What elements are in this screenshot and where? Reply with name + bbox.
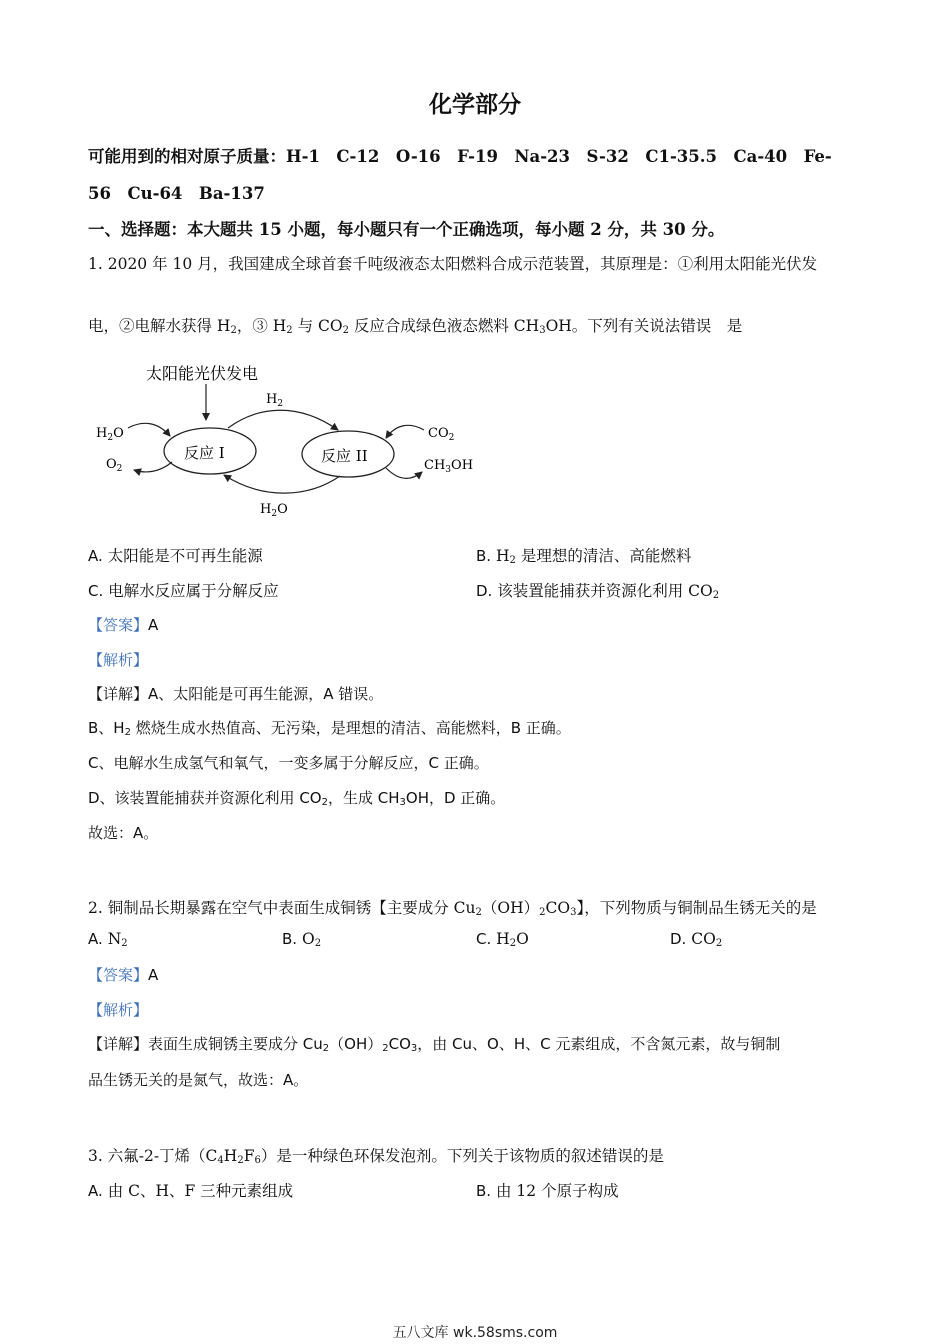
section-heading: 一、选择题：本大题共 15 小题，每小题只有一个正确选项，每小题 2 分，共 30 分。 — [88, 220, 725, 239]
q1-option-c[interactable]: C. 电解水反应属于分解反应 — [88, 582, 279, 600]
solar-fuel-diagram — [88, 358, 488, 526]
q1-analysis-tag: 【解析】 — [88, 651, 149, 669]
q3-option-a[interactable]: A. 由 C、H、F 三种元素组成 — [88, 1182, 294, 1200]
q1-option-b[interactable]: B. $H_2$ 是理想的清洁、高能燃料 — [476, 547, 692, 566]
q1-detail-c: C、电解水生成氢气和氧气，一变多属于分解反应，C 正确。 — [88, 754, 489, 772]
q2-detail-line1: 【详解】表面生成铜锈主要成分 $Cu_2(OH)_2CO_3$，由 Cu、O、H、C 元素组成，不含氮元素，故与铜制 — [88, 1035, 781, 1054]
h2o-return-arrow — [224, 475, 340, 493]
h2o-input-label: $H_2O$ — [96, 426, 124, 443]
q2-option-b[interactable]: B. $O_2$ — [282, 930, 322, 949]
q1-answer: 【答案】A — [88, 616, 159, 634]
h2o-bottom-label: $H_2O$ — [260, 502, 288, 519]
q1-detail-a: 【详解】A、太阳能是可再生能源，A 错误。 — [88, 685, 384, 703]
ch3oh-output-arrow — [386, 468, 422, 478]
h2-arrow — [228, 410, 338, 430]
q2-stem: 2. 铜制品长期暴露在空气中表面生成铜锈【主要成分 $Cu_2(OH)_2CO_3$】，下列物质与铜制品生锈无关的是 — [88, 899, 817, 918]
reaction-1-label: 反应 I — [184, 444, 225, 462]
q2-option-d[interactable]: D. $CO_2$ — [670, 930, 723, 949]
q2-option-c[interactable]: C. $H_2O$ — [476, 930, 529, 949]
page-footer: 五八文库 wk.58sms.com — [392, 1325, 558, 1341]
q1-stem-line2: 电，②电解水获得 $H_2$，③ $H_2$ 与 $CO_2$ 反应合成绿色液态燃料 $CH_3OH$。下列有关说法错误 是 — [88, 317, 743, 336]
diagram-top-label: 太阳能光伏发电 — [146, 364, 259, 383]
q2-answer: 【答案】A — [88, 966, 159, 984]
co2-input-label: $CO_2$ — [428, 426, 455, 443]
atomic-masses-line2: 56 Cu-64 Ba-137 — [88, 184, 265, 203]
q1-detail-b: B、$H_2$ 燃烧生成水热值高、无污染，是理想的清洁、高能燃料，B 正确。 — [88, 719, 571, 738]
h2-label: $H_2$ — [266, 392, 284, 409]
co2-input-arrow — [386, 425, 424, 438]
q3-stem: 3. 六氟-2-丁烯$(C_4H_2F_6)$是一种绿色环保发泡剂。下列关于该物质的叙述错误的是 — [88, 1147, 664, 1166]
q2-option-a[interactable]: A. $N_2$ — [88, 930, 128, 949]
q1-option-a[interactable]: A. 太阳能是不可再生能源 — [88, 547, 263, 565]
ch3oh-output-label: $CH_3OH$ — [424, 458, 474, 475]
page-title: 化学部分 — [429, 91, 521, 118]
o2-output-arrow — [134, 462, 172, 472]
q2-analysis-tag: 【解析】 — [88, 1001, 149, 1019]
q3-option-b[interactable]: B. 由 12 个原子构成 — [476, 1182, 619, 1200]
h2o-input-arrow — [128, 423, 170, 436]
reaction-2-label: 反应 II — [321, 447, 368, 465]
atomic-masses-line1: 可能用到的相对原子质量：H-1 C-12 O-16 F-19 Na-23 S-32 C1-35.5 Ca-40 Fe- — [88, 147, 832, 166]
o2-output-label: $O_2$ — [106, 457, 123, 474]
q1-conclusion: 故选：A。 — [88, 824, 159, 842]
q1-detail-d: D、该装置能捕获并资源化利用 $CO_2$，生成 $CH_3OH$，D 正确。 — [88, 789, 506, 808]
q2-detail-line2: 品生锈无关的是氮气，故选：A。 — [88, 1071, 309, 1089]
q1-option-d[interactable]: D. 该装置能捕获并资源化利用 $CO_2$ — [476, 582, 720, 601]
q1-stem-line1: 1. 2020 年 10 月，我国建成全球首套千吨级液态太阳燃料合成示范装置，其原理是：①利用太阳能光伏发 — [88, 255, 818, 273]
